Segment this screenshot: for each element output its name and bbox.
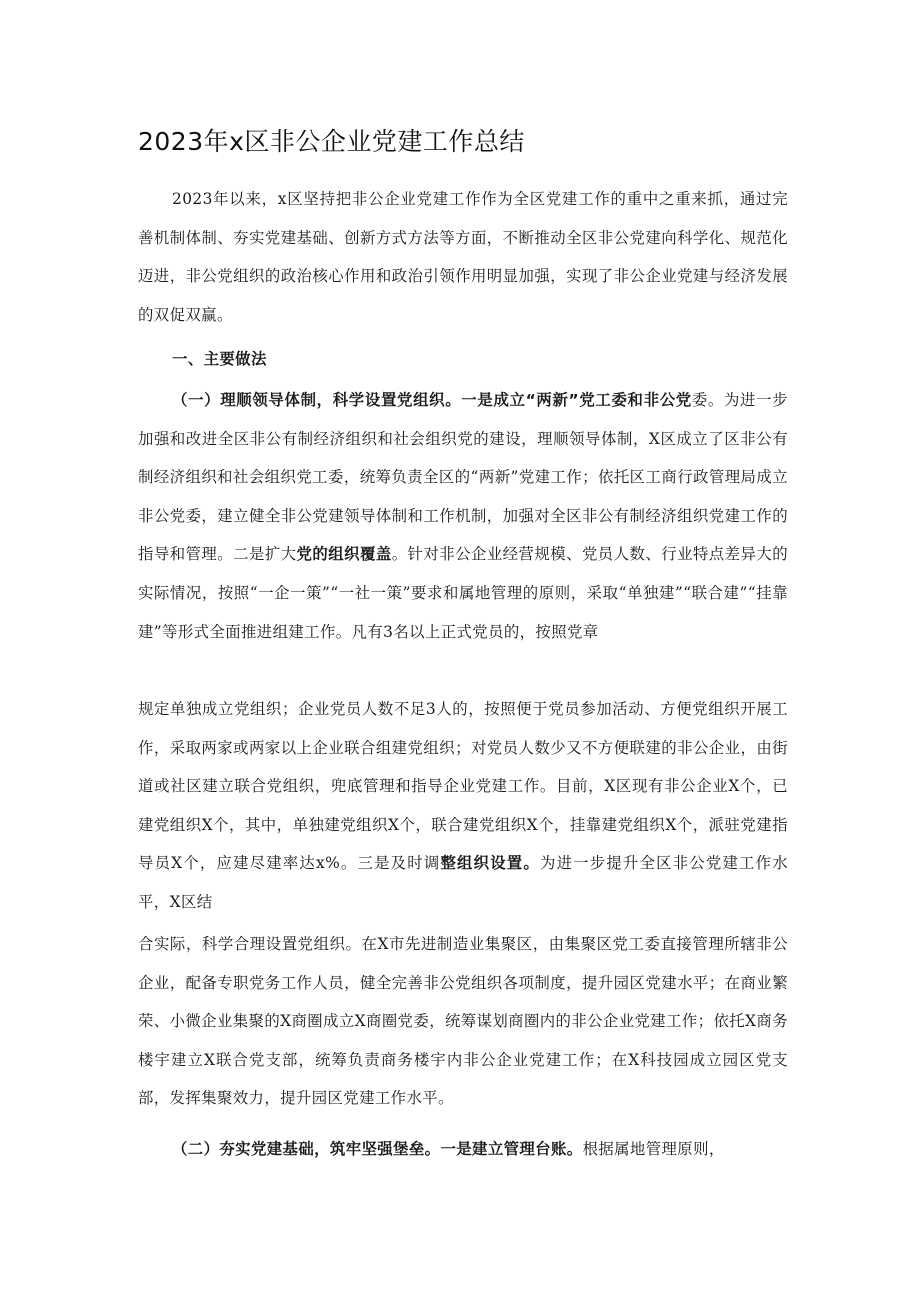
paragraph-leadership-system: [138, 381, 788, 651]
body-text: 委。为进一步加强和改进全区非公有制经济组织和社会组织党的建设，理顺领导体制，X区成立了区非公有制经济组织和社会组织党工委，统筹负责全区的“两新”党建工作；依托区工商行政管理局成立非公党委，建立健全非公党建领导体制和工作机制，加强对全区非公有制经济组织党建工作的指导和管理。二是扩大: [138, 391, 788, 564]
bold-inline-text: 党的组织覆盖: [296, 545, 392, 564]
body-text: 规定单独成立党组织；企业党员人数不足3人的，按照便于党员参加活动、方便党组织开展工作，采取两家或两家以上企业联合组建党组织；对党员人数少又不方便联建的非公企业，由街道或社区建立联合党组织，兜底管理和指导企业党建工作。目前，X区现有非公企业X个，已建党组织X个，其中，单独建党组织X个，联合建党组织X个，挂靠建党组织X个，派驻党建指导员X个，应建尽建率达x%。三是及时调: [138, 700, 788, 873]
paragraph-continuation-2: 合实际，科学合理设置党组织。在X市先进制造业集聚区，由集聚区党工委直接管理所辖非公企业，配备专职党务工作人员，健全完善非公党组织各项制度，提升园区党建水平；在商业繁荣、小微企业集聚的X商圈成立X商圈党委，统筹谋划商圈内的非公企业党建工作；依托X商务楼宇建立X联合党支部，统筹负责商务楼宇内非公企业党建工作；在X科技园成立园区党支部，发挥集聚效力，提升园区党建工作水平。: [138, 935, 788, 1108]
bold-lead-text: （二）夯实党建基础，筑牢坚强堡垒。一是建立管理台账。: [172, 1140, 583, 1158]
body-text: 根据属地管理原则，: [582, 1140, 725, 1158]
bold-inline-text: 整组织设置。: [440, 854, 540, 873]
body-text: 。针对非公企业经营规模、党员人数、行业特点差异大的实际情况，按照“一企一策”“一社一策”要求和属地管理的原则，采取“单独建”“联合建”“挂靠建”等形式全面推进组建工作。凡有3名以上正式党员的，按照党章: [138, 545, 788, 641]
bold-lead-text: （一）理顺领导体制，科学设置党组织。一是成立“两新”党工委和非公党: [172, 391, 692, 409]
document-title: 2023年x区非公企业党建工作总结: [138, 127, 525, 156]
paragraph-party-foundation: [138, 1130, 788, 1169]
section-heading-main-practices: 一、主要做法: [172, 350, 267, 368]
intro-paragraph: 2023年以来，x区坚持把非公企业党建工作作为全区党建工作的重中之重来抓，通过完善机制体制、夯实党建基础、创新方式方法等方面，不断推动全区非公党建向科学化、规范化迈进，非公党组织的政治核心作用和政治引领作用明显加强，实现了非公企业党建与经济发展的双促双赢。: [138, 190, 788, 324]
body-text: 为进一步提升全区非公党建工作水平，X区结: [138, 854, 788, 911]
paragraph-continuation-1: [138, 690, 788, 922]
